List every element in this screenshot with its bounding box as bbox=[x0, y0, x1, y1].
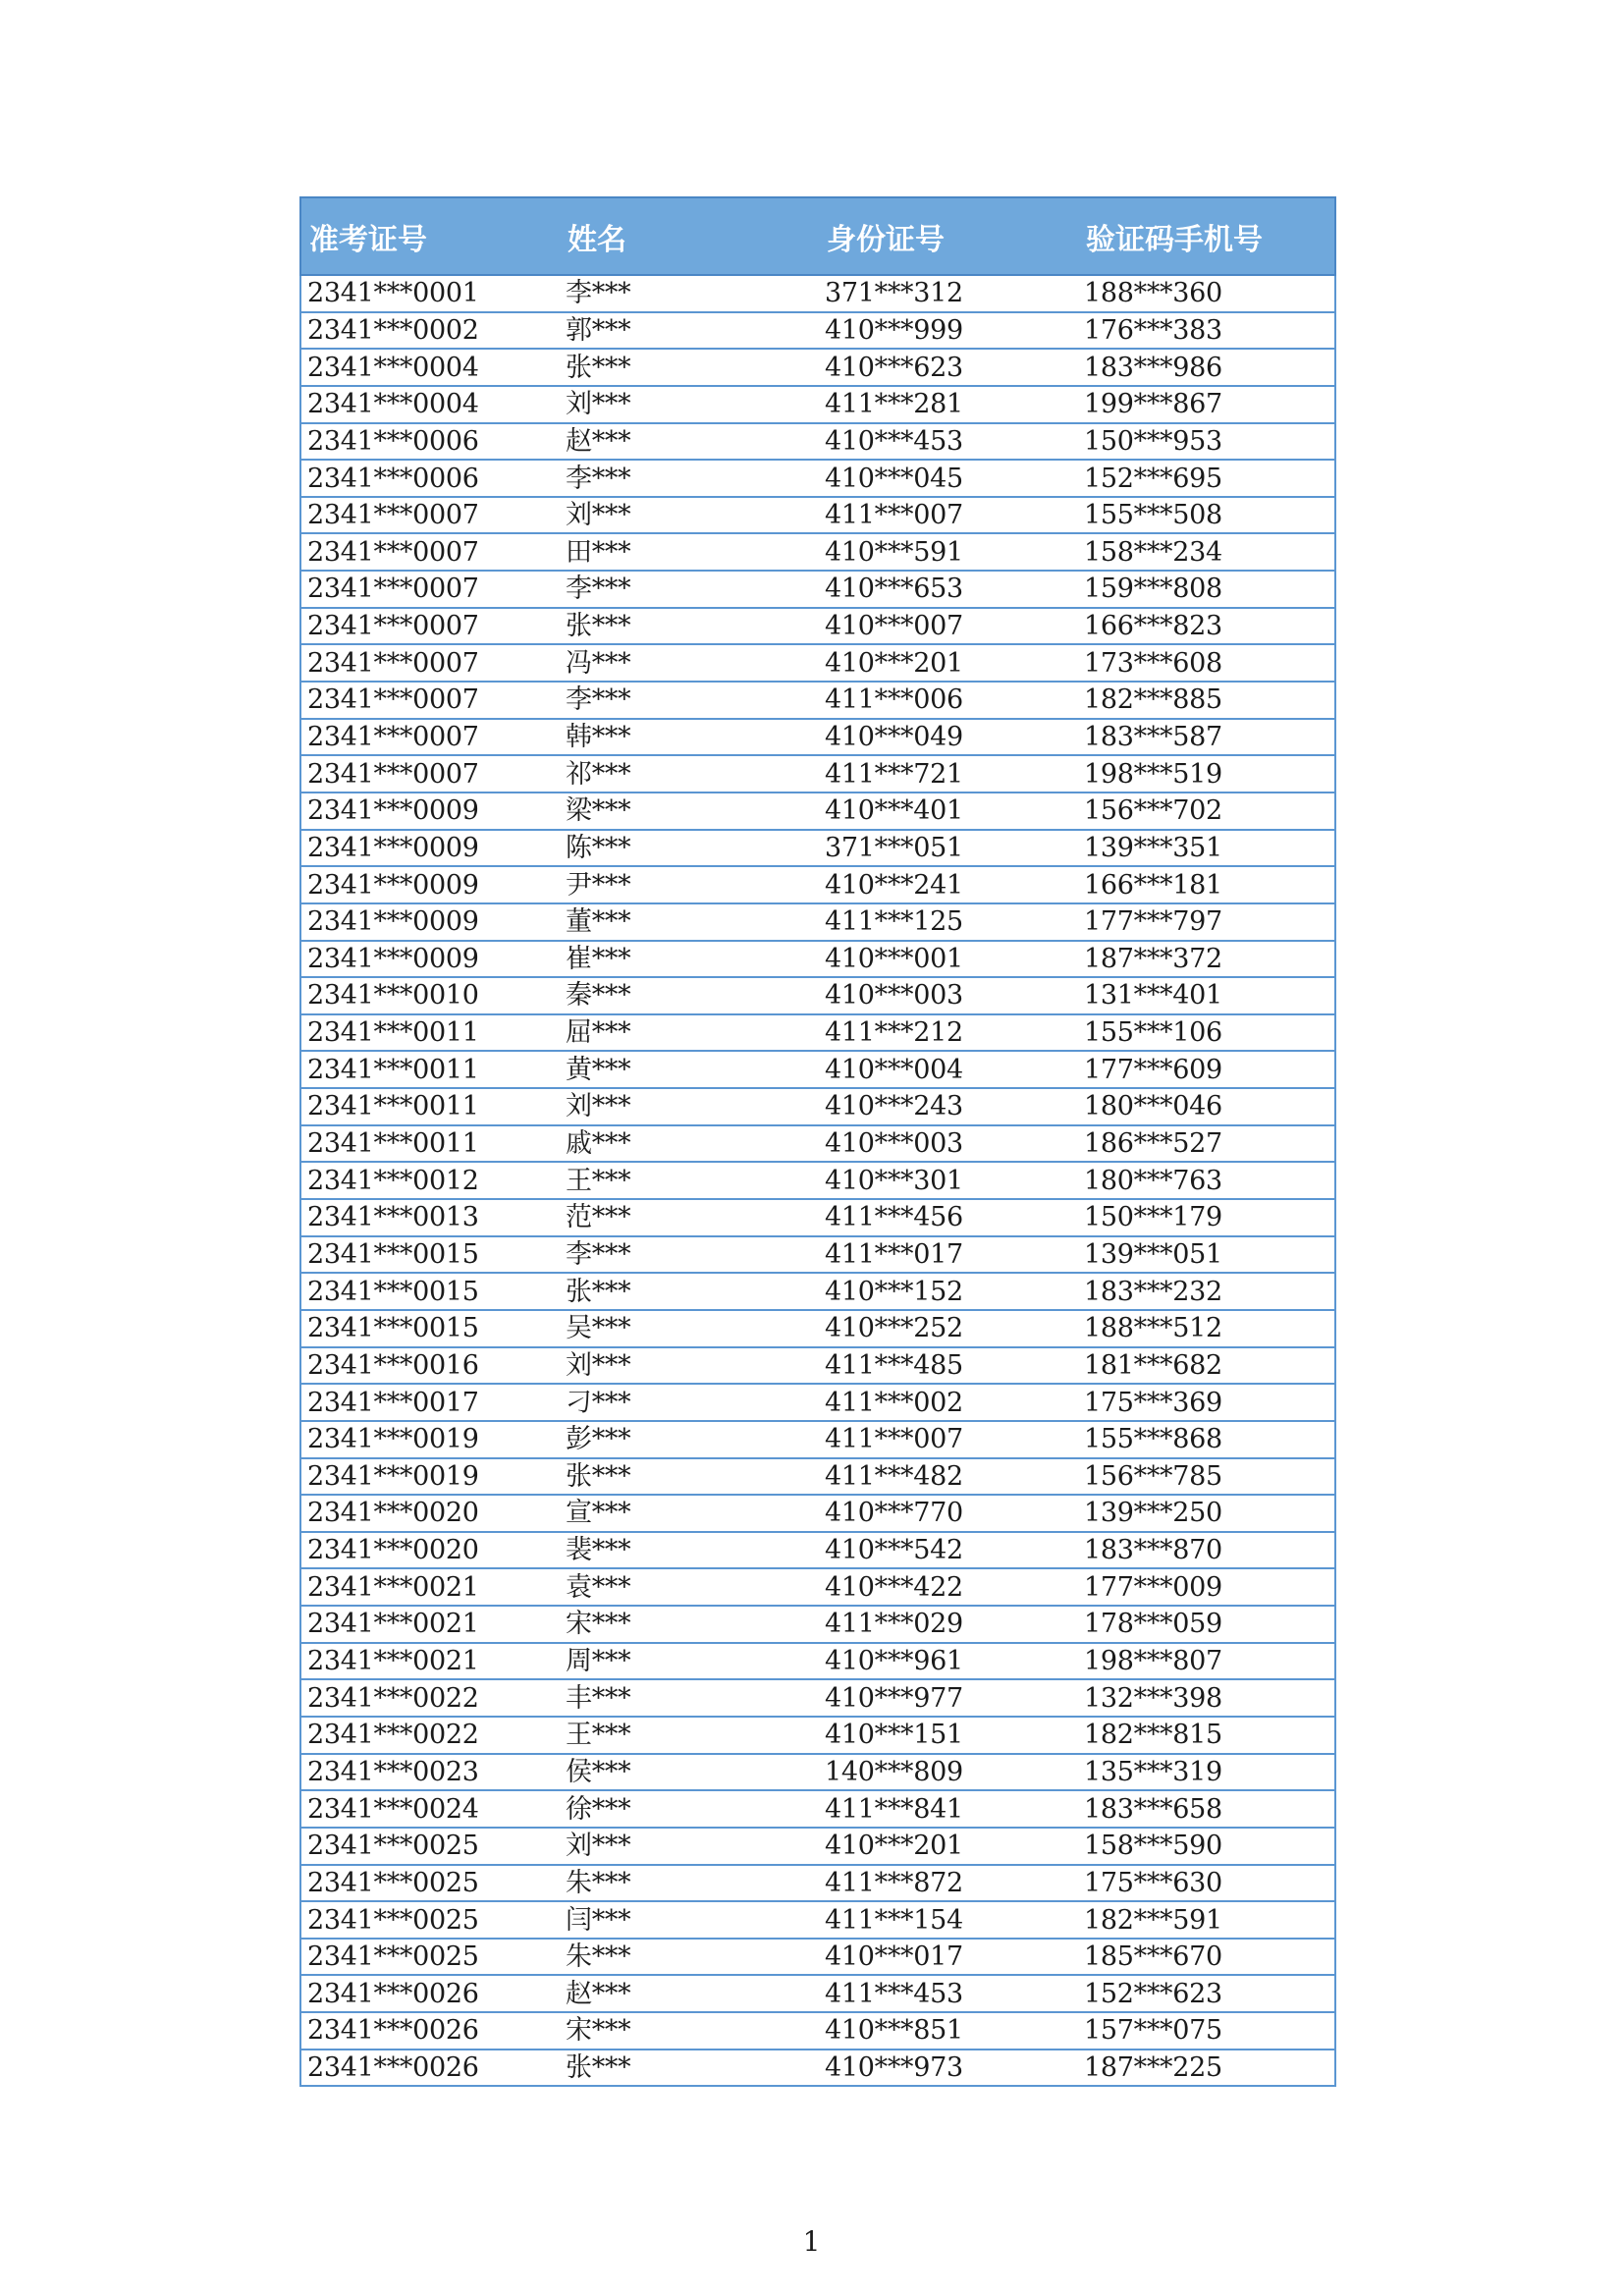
table-row bbox=[300, 1679, 1335, 1717]
table-row bbox=[300, 2050, 1335, 2087]
id-number-cell: 410***243 bbox=[819, 1088, 1078, 1125]
name-cell: 冯*** bbox=[560, 644, 819, 682]
id-number-cell: 411***154 bbox=[819, 1901, 1078, 1939]
id-number-cell: 411***482 bbox=[819, 1458, 1078, 1496]
id-number-cell: 410***653 bbox=[819, 571, 1078, 608]
name-cell: 朱*** bbox=[560, 1939, 819, 1976]
id-number-cell: 410***201 bbox=[819, 1828, 1078, 1865]
id-number-cell: 371***312 bbox=[819, 275, 1078, 312]
id-number-cell: 410***004 bbox=[819, 1051, 1078, 1088]
id-number-cell: 411***029 bbox=[819, 1606, 1078, 1643]
table-row bbox=[300, 1939, 1335, 1976]
admission-number-cell: 2341***0006 bbox=[300, 423, 560, 461]
admission-number-cell: 2341***0026 bbox=[300, 2012, 560, 2050]
table-row bbox=[300, 1495, 1335, 1532]
name-cell: 李*** bbox=[560, 571, 819, 608]
header-admission-number: 准考证号 bbox=[300, 197, 560, 275]
id-number-cell: 411***453 bbox=[819, 1975, 1078, 2012]
table-row bbox=[300, 1828, 1335, 1865]
admission-number-cell: 2341***0015 bbox=[300, 1310, 560, 1347]
phone-cell: 177***009 bbox=[1078, 1568, 1335, 1606]
admission-number-cell: 2341***0009 bbox=[300, 793, 560, 830]
phone-cell: 180***763 bbox=[1078, 1162, 1335, 1199]
name-cell: 刘*** bbox=[560, 1088, 819, 1125]
id-number-cell: 410***001 bbox=[819, 941, 1078, 978]
table-row bbox=[300, 608, 1335, 645]
phone-cell: 152***695 bbox=[1078, 460, 1335, 497]
name-cell: 范*** bbox=[560, 1199, 819, 1236]
phone-cell: 198***807 bbox=[1078, 1643, 1335, 1680]
id-number-cell: 410***973 bbox=[819, 2050, 1078, 2087]
admission-number-cell: 2341***0025 bbox=[300, 1901, 560, 1939]
phone-cell: 158***590 bbox=[1078, 1828, 1335, 1865]
name-cell: 袁*** bbox=[560, 1568, 819, 1606]
name-cell: 刘*** bbox=[560, 1828, 819, 1865]
admission-number-cell: 2341***0025 bbox=[300, 1865, 560, 1902]
phone-cell: 155***106 bbox=[1078, 1014, 1335, 1052]
name-cell: 刘*** bbox=[560, 497, 819, 534]
name-cell: 祁*** bbox=[560, 755, 819, 793]
name-cell: 田*** bbox=[560, 533, 819, 571]
id-number-cell: 410***961 bbox=[819, 1643, 1078, 1680]
table-row bbox=[300, 719, 1335, 756]
name-cell: 王*** bbox=[560, 1162, 819, 1199]
table-row bbox=[300, 682, 1335, 719]
name-cell: 宣*** bbox=[560, 1495, 819, 1532]
name-cell: 董*** bbox=[560, 903, 819, 941]
name-cell: 尹*** bbox=[560, 866, 819, 903]
id-number-cell: 410***003 bbox=[819, 977, 1078, 1014]
id-number-cell: 411***002 bbox=[819, 1384, 1078, 1421]
phone-cell: 139***051 bbox=[1078, 1236, 1335, 1274]
id-number-cell: 140***809 bbox=[819, 1754, 1078, 1791]
admission-number-cell: 2341***0016 bbox=[300, 1347, 560, 1385]
table-row bbox=[300, 1606, 1335, 1643]
name-cell: 宋*** bbox=[560, 1606, 819, 1643]
name-cell: 周*** bbox=[560, 1643, 819, 1680]
table-row bbox=[300, 1384, 1335, 1421]
name-cell: 张*** bbox=[560, 349, 819, 386]
name-cell: 张*** bbox=[560, 1273, 819, 1310]
phone-cell: 188***512 bbox=[1078, 1310, 1335, 1347]
admission-number-cell: 2341***0017 bbox=[300, 1384, 560, 1421]
id-number-cell: 410***301 bbox=[819, 1162, 1078, 1199]
name-cell: 张*** bbox=[560, 2050, 819, 2087]
admission-number-cell: 2341***0020 bbox=[300, 1495, 560, 1532]
name-cell: 崔*** bbox=[560, 941, 819, 978]
name-cell: 徐*** bbox=[560, 1790, 819, 1828]
table-row bbox=[300, 755, 1335, 793]
id-number-cell: 410***151 bbox=[819, 1717, 1078, 1754]
admission-number-cell: 2341***0010 bbox=[300, 977, 560, 1014]
table-row bbox=[300, 1901, 1335, 1939]
admission-number-cell: 2341***0026 bbox=[300, 2050, 560, 2087]
name-cell: 韩*** bbox=[560, 719, 819, 756]
id-number-cell: 410***591 bbox=[819, 533, 1078, 571]
phone-cell: 183***587 bbox=[1078, 719, 1335, 756]
id-number-cell: 410***453 bbox=[819, 423, 1078, 461]
name-cell: 赵*** bbox=[560, 423, 819, 461]
admission-number-cell: 2341***0026 bbox=[300, 1975, 560, 2012]
table-row bbox=[300, 1790, 1335, 1828]
admission-number-cell: 2341***0020 bbox=[300, 1532, 560, 1569]
table-row bbox=[300, 1236, 1335, 1274]
admission-number-cell: 2341***0015 bbox=[300, 1273, 560, 1310]
table-row bbox=[300, 2012, 1335, 2050]
name-cell: 吴*** bbox=[560, 1310, 819, 1347]
admission-number-cell: 2341***0007 bbox=[300, 719, 560, 756]
admission-number-cell: 2341***0004 bbox=[300, 349, 560, 386]
table-row bbox=[300, 1273, 1335, 1310]
id-number-cell: 410***422 bbox=[819, 1568, 1078, 1606]
name-cell: 刁*** bbox=[560, 1384, 819, 1421]
table-row bbox=[300, 460, 1335, 497]
table-row bbox=[300, 793, 1335, 830]
table-row bbox=[300, 1643, 1335, 1680]
phone-cell: 159***808 bbox=[1078, 571, 1335, 608]
phone-cell: 177***797 bbox=[1078, 903, 1335, 941]
header-id-number: 身份证号 bbox=[819, 197, 1078, 275]
id-number-cell: 410***241 bbox=[819, 866, 1078, 903]
id-number-cell: 411***007 bbox=[819, 497, 1078, 534]
name-cell: 李*** bbox=[560, 682, 819, 719]
table-row bbox=[300, 977, 1335, 1014]
phone-cell: 188***360 bbox=[1078, 275, 1335, 312]
table-row bbox=[300, 275, 1335, 312]
table-row bbox=[300, 1125, 1335, 1163]
phone-cell: 198***519 bbox=[1078, 755, 1335, 793]
phone-cell: 183***870 bbox=[1078, 1532, 1335, 1569]
name-cell: 彭*** bbox=[560, 1421, 819, 1458]
name-cell: 裴*** bbox=[560, 1532, 819, 1569]
id-number-cell: 410***017 bbox=[819, 1939, 1078, 1976]
phone-cell: 166***181 bbox=[1078, 866, 1335, 903]
phone-cell: 176***383 bbox=[1078, 312, 1335, 350]
id-number-cell: 410***770 bbox=[819, 1495, 1078, 1532]
phone-cell: 175***369 bbox=[1078, 1384, 1335, 1421]
phone-cell: 152***623 bbox=[1078, 1975, 1335, 2012]
admission-number-cell: 2341***0007 bbox=[300, 608, 560, 645]
id-number-cell: 411***721 bbox=[819, 755, 1078, 793]
phone-cell: 183***232 bbox=[1078, 1273, 1335, 1310]
name-cell: 郭*** bbox=[560, 312, 819, 350]
table-row bbox=[300, 423, 1335, 461]
admission-number-cell: 2341***0009 bbox=[300, 941, 560, 978]
phone-cell: 157***075 bbox=[1078, 2012, 1335, 2050]
name-cell: 王*** bbox=[560, 1717, 819, 1754]
admission-number-cell: 2341***0025 bbox=[300, 1939, 560, 1976]
table-row bbox=[300, 312, 1335, 350]
admission-number-cell: 2341***0009 bbox=[300, 830, 560, 867]
phone-cell: 180***046 bbox=[1078, 1088, 1335, 1125]
table-row bbox=[300, 571, 1335, 608]
id-number-cell: 410***851 bbox=[819, 2012, 1078, 2050]
admission-number-cell: 2341***0006 bbox=[300, 460, 560, 497]
admission-number-cell: 2341***0009 bbox=[300, 866, 560, 903]
id-number-cell: 410***045 bbox=[819, 460, 1078, 497]
id-number-cell: 411***006 bbox=[819, 682, 1078, 719]
id-number-cell: 411***125 bbox=[819, 903, 1078, 941]
admission-number-cell: 2341***0021 bbox=[300, 1568, 560, 1606]
admission-number-cell: 2341***0007 bbox=[300, 755, 560, 793]
name-cell: 秦*** bbox=[560, 977, 819, 1014]
name-cell: 陈*** bbox=[560, 830, 819, 867]
phone-cell: 177***609 bbox=[1078, 1051, 1335, 1088]
id-number-cell: 411***017 bbox=[819, 1236, 1078, 1274]
admission-number-cell: 2341***0007 bbox=[300, 497, 560, 534]
admission-number-cell: 2341***0021 bbox=[300, 1606, 560, 1643]
phone-cell: 158***234 bbox=[1078, 533, 1335, 571]
header-verification-phone: 验证码手机号 bbox=[1078, 197, 1335, 275]
admission-number-cell: 2341***0015 bbox=[300, 1236, 560, 1274]
admission-number-cell: 2341***0021 bbox=[300, 1643, 560, 1680]
name-cell: 张*** bbox=[560, 1458, 819, 1496]
phone-cell: 166***823 bbox=[1078, 608, 1335, 645]
name-cell: 屈*** bbox=[560, 1014, 819, 1052]
name-cell: 赵*** bbox=[560, 1975, 819, 2012]
table-row bbox=[300, 1051, 1335, 1088]
name-cell: 李*** bbox=[560, 1236, 819, 1274]
id-number-cell: 410***201 bbox=[819, 644, 1078, 682]
admission-number-cell: 2341***0001 bbox=[300, 275, 560, 312]
table-row bbox=[300, 1717, 1335, 1754]
phone-cell: 155***508 bbox=[1078, 497, 1335, 534]
table-row bbox=[300, 1975, 1335, 2012]
table-body bbox=[300, 275, 1335, 2086]
name-cell: 戚*** bbox=[560, 1125, 819, 1163]
table-row bbox=[300, 1458, 1335, 1496]
table-row bbox=[300, 1421, 1335, 1458]
phone-cell: 156***702 bbox=[1078, 793, 1335, 830]
phone-cell: 182***591 bbox=[1078, 1901, 1335, 1939]
id-number-cell: 411***212 bbox=[819, 1014, 1078, 1052]
admission-number-cell: 2341***0023 bbox=[300, 1754, 560, 1791]
phone-cell: 173***608 bbox=[1078, 644, 1335, 682]
table-header bbox=[300, 197, 1335, 275]
id-number-cell: 411***872 bbox=[819, 1865, 1078, 1902]
id-number-cell: 410***977 bbox=[819, 1679, 1078, 1717]
page-number: 1 bbox=[802, 2225, 821, 2258]
phone-cell: 150***953 bbox=[1078, 423, 1335, 461]
admission-number-cell: 2341***0007 bbox=[300, 571, 560, 608]
admission-table bbox=[299, 196, 1336, 2087]
name-cell: 梁*** bbox=[560, 793, 819, 830]
phone-cell: 132***398 bbox=[1078, 1679, 1335, 1717]
admission-number-cell: 2341***0019 bbox=[300, 1458, 560, 1496]
admission-number-cell: 2341***0007 bbox=[300, 682, 560, 719]
id-number-cell: 410***007 bbox=[819, 608, 1078, 645]
id-number-cell: 411***841 bbox=[819, 1790, 1078, 1828]
id-number-cell: 410***999 bbox=[819, 312, 1078, 350]
name-cell: 侯*** bbox=[560, 1754, 819, 1791]
name-cell: 朱*** bbox=[560, 1865, 819, 1902]
table-row bbox=[300, 866, 1335, 903]
table-row bbox=[300, 1754, 1335, 1791]
name-cell: 黄*** bbox=[560, 1051, 819, 1088]
admission-number-cell: 2341***0011 bbox=[300, 1088, 560, 1125]
id-number-cell: 410***623 bbox=[819, 349, 1078, 386]
table-row bbox=[300, 349, 1335, 386]
table-row bbox=[300, 1014, 1335, 1052]
admission-number-cell: 2341***0011 bbox=[300, 1125, 560, 1163]
admission-number-cell: 2341***0019 bbox=[300, 1421, 560, 1458]
phone-cell: 131***401 bbox=[1078, 977, 1335, 1014]
id-number-cell: 410***152 bbox=[819, 1273, 1078, 1310]
admission-number-cell: 2341***0022 bbox=[300, 1717, 560, 1754]
name-cell: 宋*** bbox=[560, 2012, 819, 2050]
admission-number-cell: 2341***0012 bbox=[300, 1162, 560, 1199]
admission-number-cell: 2341***0009 bbox=[300, 903, 560, 941]
phone-cell: 181***682 bbox=[1078, 1347, 1335, 1385]
admission-number-cell: 2341***0002 bbox=[300, 312, 560, 350]
table-row bbox=[300, 644, 1335, 682]
phone-cell: 182***885 bbox=[1078, 682, 1335, 719]
phone-cell: 182***815 bbox=[1078, 1717, 1335, 1754]
id-number-cell: 410***542 bbox=[819, 1532, 1078, 1569]
table-row bbox=[300, 1347, 1335, 1385]
id-number-cell: 411***281 bbox=[819, 386, 1078, 423]
table-row bbox=[300, 1088, 1335, 1125]
id-number-cell: 411***007 bbox=[819, 1421, 1078, 1458]
id-number-cell: 410***401 bbox=[819, 793, 1078, 830]
name-cell: 李*** bbox=[560, 460, 819, 497]
table-row bbox=[300, 1199, 1335, 1236]
admission-number-cell: 2341***0011 bbox=[300, 1014, 560, 1052]
table-row bbox=[300, 533, 1335, 571]
phone-cell: 186***527 bbox=[1078, 1125, 1335, 1163]
admission-number-cell: 2341***0007 bbox=[300, 644, 560, 682]
phone-cell: 135***319 bbox=[1078, 1754, 1335, 1791]
header-row bbox=[300, 197, 1335, 275]
phone-cell: 156***785 bbox=[1078, 1458, 1335, 1496]
table-row bbox=[300, 1865, 1335, 1902]
name-cell: 丰*** bbox=[560, 1679, 819, 1717]
phone-cell: 185***670 bbox=[1078, 1939, 1335, 1976]
phone-cell: 175***630 bbox=[1078, 1865, 1335, 1902]
table-row bbox=[300, 1162, 1335, 1199]
admission-number-cell: 2341***0025 bbox=[300, 1828, 560, 1865]
table-row bbox=[300, 941, 1335, 978]
phone-cell: 199***867 bbox=[1078, 386, 1335, 423]
table-row bbox=[300, 386, 1335, 423]
admission-number-cell: 2341***0013 bbox=[300, 1199, 560, 1236]
phone-cell: 139***250 bbox=[1078, 1495, 1335, 1532]
name-cell: 闫*** bbox=[560, 1901, 819, 1939]
id-number-cell: 411***456 bbox=[819, 1199, 1078, 1236]
phone-cell: 187***372 bbox=[1078, 941, 1335, 978]
table-row bbox=[300, 497, 1335, 534]
phone-cell: 183***658 bbox=[1078, 1790, 1335, 1828]
header-name: 姓名 bbox=[560, 197, 819, 275]
admission-number-cell: 2341***0007 bbox=[300, 533, 560, 571]
phone-cell: 155***868 bbox=[1078, 1421, 1335, 1458]
name-cell: 刘*** bbox=[560, 386, 819, 423]
table-row bbox=[300, 1532, 1335, 1569]
name-cell: 刘*** bbox=[560, 1347, 819, 1385]
phone-cell: 187***225 bbox=[1078, 2050, 1335, 2087]
table-row bbox=[300, 903, 1335, 941]
id-number-cell: 411***485 bbox=[819, 1347, 1078, 1385]
phone-cell: 178***059 bbox=[1078, 1606, 1335, 1643]
table-row bbox=[300, 1310, 1335, 1347]
phone-cell: 150***179 bbox=[1078, 1199, 1335, 1236]
admission-number-cell: 2341***0022 bbox=[300, 1679, 560, 1717]
name-cell: 李*** bbox=[560, 275, 819, 312]
admission-number-cell: 2341***0004 bbox=[300, 386, 560, 423]
name-cell: 张*** bbox=[560, 608, 819, 645]
phone-cell: 139***351 bbox=[1078, 830, 1335, 867]
phone-cell: 183***986 bbox=[1078, 349, 1335, 386]
id-number-cell: 410***049 bbox=[819, 719, 1078, 756]
table-row bbox=[300, 830, 1335, 867]
id-number-cell: 410***252 bbox=[819, 1310, 1078, 1347]
table-row bbox=[300, 1568, 1335, 1606]
admission-number-cell: 2341***0011 bbox=[300, 1051, 560, 1088]
admission-number-cell: 2341***0024 bbox=[300, 1790, 560, 1828]
id-number-cell: 371***051 bbox=[819, 830, 1078, 867]
id-number-cell: 410***003 bbox=[819, 1125, 1078, 1163]
